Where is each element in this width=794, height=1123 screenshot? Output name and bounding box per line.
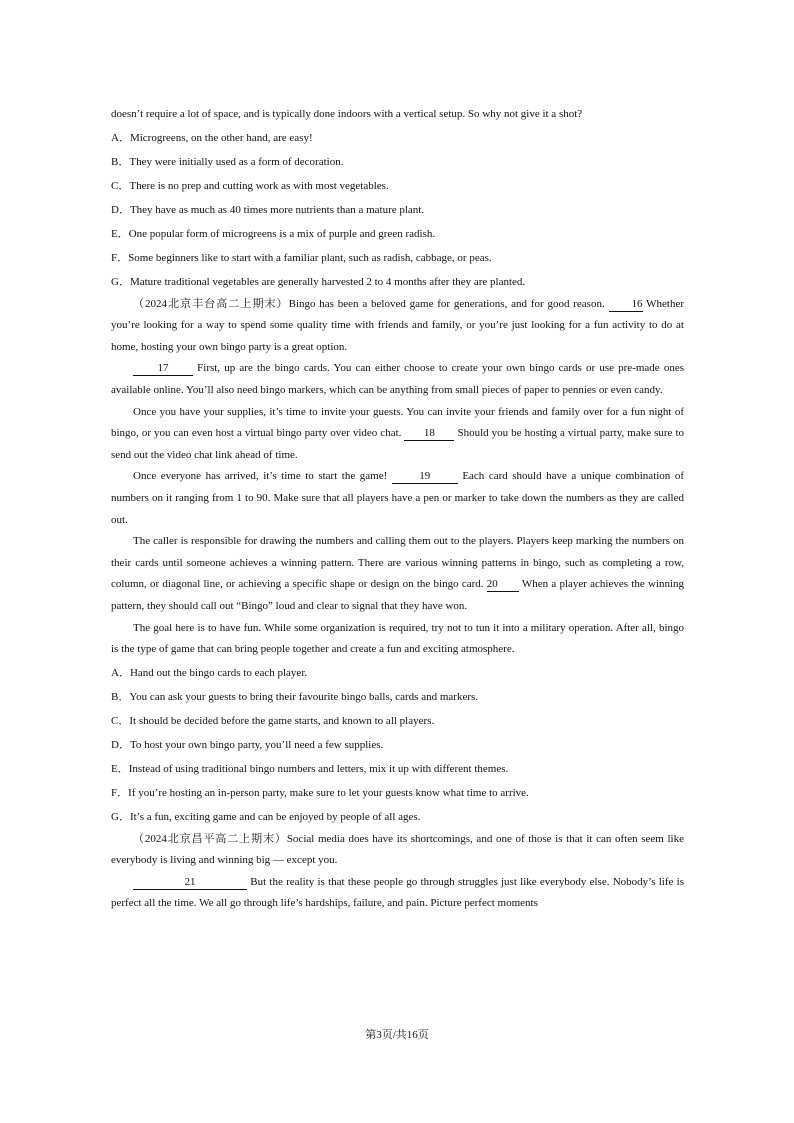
passage-social-media: [111, 829, 684, 915]
option-c: C．There is no prep and cutting work as with most vegetables.: [111, 179, 389, 192]
option-b: B．You can ask your guests to bring their favourite bingo balls, cards and markers.: [111, 690, 479, 703]
option-f: F．Some beginners like to start with a familiar plant, such as radish, cabbage, or peas.: [111, 251, 492, 264]
blank-20: 20: [487, 578, 519, 592]
option-e: E．One popular form of microgreens is a mix of purple and green radish.: [111, 227, 436, 240]
option-a: A．Microgreens, on the other hand, are easy!: [111, 131, 313, 144]
blank-18: 18: [404, 427, 454, 441]
paragraph: 21 But the reality is that these people go through struggles just like everybody else. Nobody’s life is perfect all the time. We all go through life’s hardships, failure, and pain. Picture perfect moments: [111, 875, 685, 910]
paragraph: The goal here is to have fun. While some organization is required, try not to tun it into a military operation. After all, bingo is the type of game that can bring people together and create a fun and exciting atmosphere.: [111, 621, 684, 656]
option-d: D．They have as much as 40 times more nutrients than a mature plant.: [111, 203, 425, 216]
document-page: [111, 104, 684, 915]
blank-21: 21: [133, 876, 247, 890]
blank-17: 17: [133, 362, 193, 376]
page-footer: 第3页/共16页: [365, 1029, 429, 1041]
option-b: B．They were initially used as a form of decoration.: [111, 155, 344, 168]
source-label: （2024北京丰台高二上期末）: [133, 297, 289, 310]
option-g: G．Mature traditional vegetables are generally harvested 2 to 4 months after they are planted.: [111, 275, 526, 288]
paragraph: Once you have your supplies, it’s time to invite your guests. You can invite your friends and family over for a fun night of bingo, or you can even host a virtual bingo party over video chat. 18 Should you be hosting a virtual party, make sure to send out the video chat link ahead of time.: [111, 405, 685, 461]
paragraph: （2024北京丰台高二上期末）Bingo has been a beloved game for generations, and for good reason. 16 Whether you’re looking for a way to spend some quality time with friends and family, or you’re just looking for a fun activity to do at home, hosting your own bingo party is a great option.: [111, 297, 685, 353]
passage-bingo: [111, 294, 684, 661]
option-c: C．It should be decided before the game starts, and known to all players.: [111, 714, 435, 727]
option-a: A．Hand out the bingo cards to each player.: [111, 666, 308, 679]
paragraph: （2024北京昌平高二上期末）Social media does have its shortcomings, and one of those is that it can often seem like everybody is living and winning big — except you.: [111, 832, 684, 867]
paragraph: The caller is responsible for drawing the numbers and calling them out to the players. Players keep marking the numbers on their cards until someone achieves a winning pattern. There are various winning patterns in bingo, such as completing a row, column, or diagonal line, or achieving a specific shape or design on the bingo card. 20 When a player achieves the winning pattern, they should call out “Bingo” loud and clear to signal that they have won.: [111, 535, 685, 612]
option-d: D．To host your own bingo party, you’ll need a few supplies.: [111, 738, 384, 751]
paragraph: 17 First, up are the bingo cards. You can either choose to create your own bingo cards or use pre-made ones available online. You’ll also need bingo markers, which can be anything from small pieces of paper to pennies or even candy.: [111, 362, 684, 396]
options-list-a: [111, 126, 684, 294]
options-list-b: [111, 661, 684, 829]
continuation-line: doesn’t require a lot of space, and is typically done indoors with a vertical setup. So why not give it a shot?: [111, 108, 583, 120]
option-e: E．Instead of using traditional bingo numbers and letters, mix it up with different themes.: [111, 762, 509, 775]
blank-19: 19: [392, 470, 458, 484]
source-label: （2024北京昌平高二上期末）: [133, 832, 287, 845]
option-g: G．It’s a fun, exciting game and can be enjoyed by people of all ages.: [111, 810, 421, 823]
blank-16: 16: [609, 298, 643, 312]
option-f: F．If you’re hosting an in-person party, make sure to let your guests know what time to arrive.: [111, 786, 529, 799]
paragraph: Once everyone has arrived, it’s time to start the game! 19 Each card should have a unique combination of numbers on it ranging from 1 to 90. Make sure that all players have a pen or marker to take down the numbers as they are called out.: [111, 470, 684, 526]
